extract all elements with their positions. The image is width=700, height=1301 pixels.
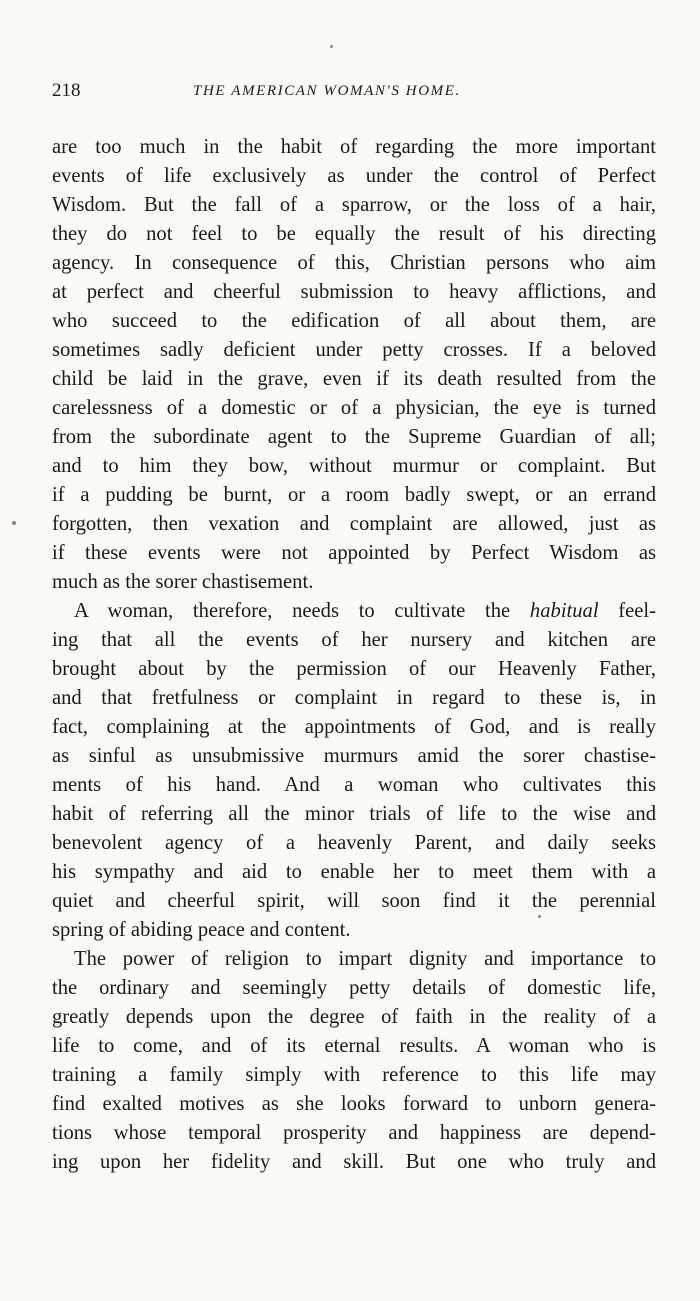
text-line: and that fretfulness or complaint in regard to these is, in (52, 687, 656, 709)
text-line: find exalted motives as she looks forward to unborn genera- (52, 1093, 656, 1115)
text-line: at perfect and cheerful submission to heavy afflictions, and (52, 281, 656, 303)
text-fragment: A woman, therefore, needs to cultivate the (74, 600, 511, 622)
text-fragment: feel- (618, 600, 657, 622)
text-line: they do not feel to be equally the result of his directing (52, 223, 656, 245)
text-line: benevolent agency of a heavenly Parent, and daily seeks (52, 832, 656, 854)
text-line: greatly depends upon the degree of faith in the reality of a (52, 1006, 656, 1028)
text-line: as sinful as unsubmissive murmurs amid the sorer chastise- (52, 745, 656, 767)
text-line: quiet and cheerful spirit, will soon find it the perennial (52, 890, 656, 912)
paragraph-first-line (52, 597, 656, 626)
text-line: his sympathy and aid to enable her to meet them with a (52, 861, 656, 883)
text-line: much as the sorer chastisement. (52, 571, 314, 593)
text-line: child be laid in the grave, even if its death resulted from the (52, 368, 656, 390)
page-number: 218 (52, 80, 81, 101)
text-line: events of life exclusively as under the control of Perfect (52, 165, 656, 187)
text-line: ing that all the events of her nursery and kitchen are (52, 629, 656, 651)
page-header (52, 80, 652, 110)
text-line: forgotten, then vexation and complaint are allowed, just as (52, 513, 656, 535)
emphasized-word: habitual (529, 600, 599, 622)
text-line: and to him they bow, without murmur or complaint. But (52, 455, 656, 477)
ink-speck (330, 45, 333, 48)
text-line: the ordinary and seemingly petty details of domestic life, (52, 977, 656, 999)
text-line: are too much in the habit of regarding the more important (52, 136, 656, 158)
text-line: if a pudding be burnt, or a room badly swept, or an errand (52, 484, 656, 506)
text-line: Wisdom. But the fall of a sparrow, or the loss of a hair, (52, 194, 656, 216)
text-line: who succeed to the edification of all about them, are (52, 310, 656, 332)
text-line: tions whose temporal prosperity and happiness are depend- (52, 1122, 656, 1144)
text-line: ing upon her fidelity and skill. But one who truly and (52, 1151, 656, 1173)
running-head: THE AMERICAN WOMAN'S HOME. (193, 83, 461, 99)
text-line: training a family simply with reference to this life may (52, 1064, 656, 1086)
text-line: brought about by the permission of our Heavenly Father, (52, 658, 656, 680)
body-text (52, 133, 656, 1177)
paragraph-first-line: The power of religion to impart dignity and importance to (74, 948, 656, 970)
text-line: agency. In consequence of this, Christian persons who aim (52, 252, 656, 274)
text-line: carelessness of a domestic or of a physician, the eye is turned (52, 397, 656, 419)
text-line: sometimes sadly deficient under petty crosses. If a beloved (52, 339, 656, 361)
text-line: spring of abiding peace and content. (52, 919, 351, 941)
text-line: habit of referring all the minor trials of life to the wise and (52, 803, 656, 825)
text-line: if these events were not appointed by Perfect Wisdom as (52, 542, 656, 564)
ink-speck (12, 521, 16, 525)
text-line: ments of his hand. And a woman who cultivates this (52, 774, 656, 796)
text-line: fact, complaining at the appointments of God, and is really (52, 716, 656, 738)
text-line: from the subordinate agent to the Supreme Guardian of all; (52, 426, 656, 448)
text-line: life to come, and of its eternal results. A woman who is (52, 1035, 656, 1057)
